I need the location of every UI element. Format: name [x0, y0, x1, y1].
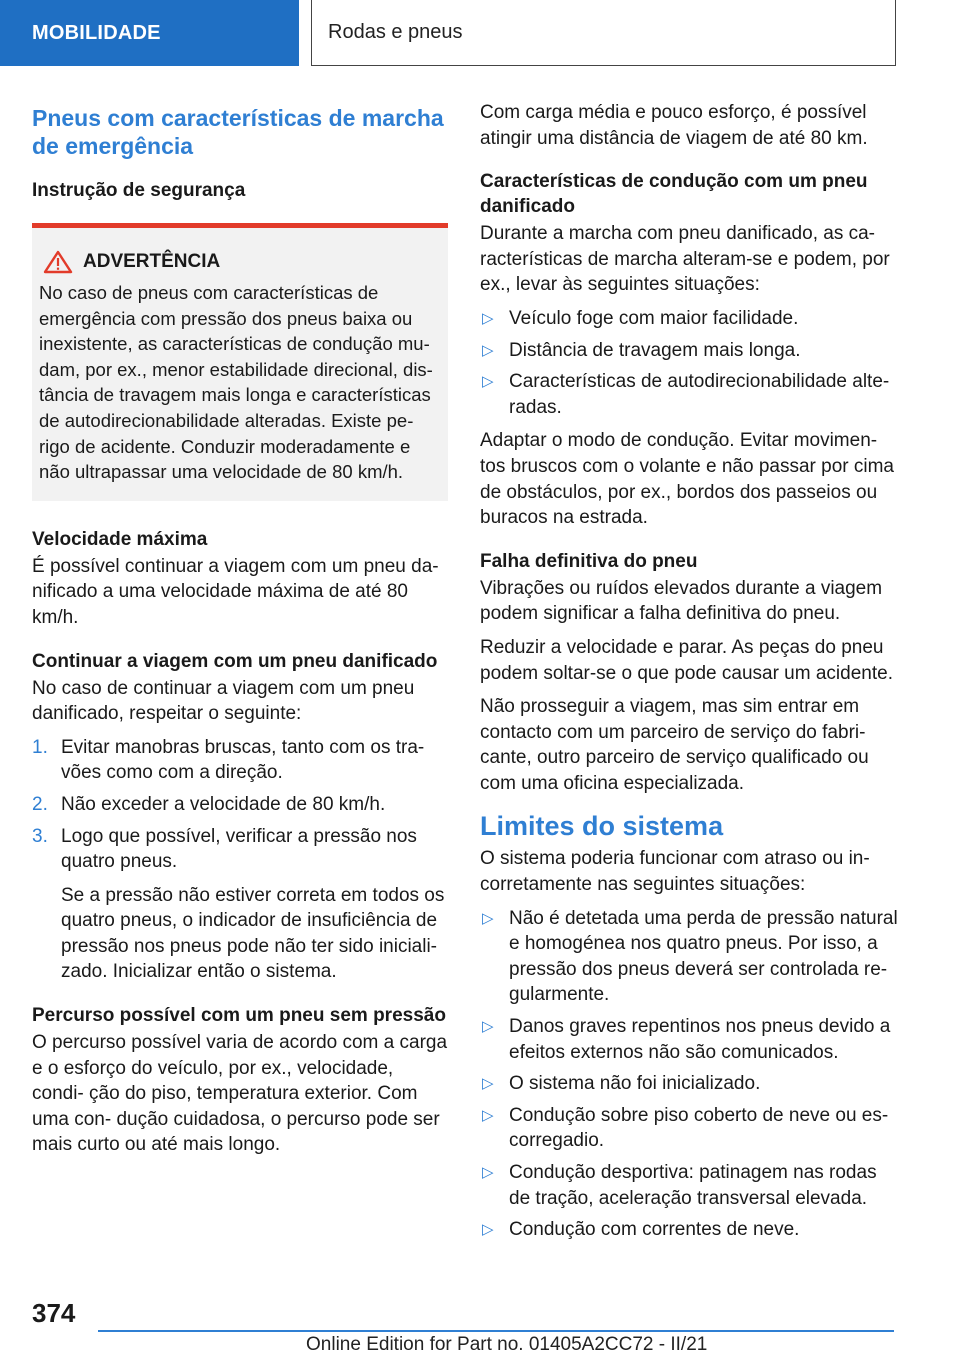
limits-heading: Limites do sistema	[480, 811, 724, 842]
list-item	[480, 906, 900, 1008]
steps-list	[32, 735, 448, 875]
warning-title: ADVERTÊNCIA	[83, 251, 221, 272]
list-item	[480, 369, 900, 420]
triangle-right-icon: ▷	[482, 341, 494, 359]
list-item	[480, 1014, 900, 1065]
list-item	[32, 824, 448, 875]
triangle-right-icon: ▷	[482, 1221, 494, 1239]
continue-heading: Continuar a viagem com um pneu danificado	[32, 650, 438, 672]
right-column	[480, 100, 900, 1251]
damaged-heading: Características de condução com um pneu danificado	[480, 171, 868, 218]
adapt-text: Adaptar o modo de condução. Evitar movimen- tos bruscos com o volante e não passar por cima de obstáculos, por ex., bordos dos passeios ou buracos na estrada.	[480, 430, 894, 529]
list-item	[32, 792, 448, 818]
footer-edition: Online Edition for Part no. 01405A2CC72 - II/21	[306, 1334, 708, 1355]
list-item-text: Condução com correntes de neve.	[509, 1219, 800, 1241]
warning-box	[32, 223, 448, 501]
list-item	[480, 306, 900, 332]
list-item-text: Não é detetada uma perda de pressão natural e homogénea nos quatro pneus. Por isso, a pressão dos pneus deverá ser controlada re- gularmente.	[509, 907, 898, 1006]
list-item-text: Condução sobre piso coberto de neve ou es- corregadio.	[509, 1104, 889, 1152]
step-text: Logo que possível, verificar a pressão nos quatro pneus.	[61, 825, 417, 873]
failure-text-1: Vibrações ou ruídos elevados durante a viagem podem significar a falha definitiva do pneu.	[480, 577, 883, 625]
triangle-right-icon: ▷	[482, 909, 494, 927]
triangle-right-icon: ▷	[482, 1106, 494, 1124]
list-item-text: Danos graves repentinos nos pneus devido a efeitos externos não são comunicados.	[509, 1016, 891, 1063]
list-item	[480, 1160, 900, 1211]
warning-header	[39, 250, 438, 274]
list-item	[480, 1217, 900, 1243]
limits-text: O sistema poderia funcionar com atraso ou in- corretamente nas seguintes situações:	[480, 848, 870, 896]
list-item-text: Condução desportiva: patinagem nas rodas de tração, aceleração transversal elevada.	[509, 1162, 877, 1209]
failure-text-3: Não prosseguir a viagem, mas sim entrar em contacto com um parceiro de serviço do fabri- cante, outro parceiro de serviço qualificado ou com uma oficina especializada.	[480, 696, 869, 794]
warning-text: No caso de pneus com características de emergência com pressão dos pneus baixa ou inexistente, as características de condução mu- dam, por ex., menor estabilidade direcional, dis- tância de travagem mais longa e características de autodirecionabilidade alteradas. Existe pe- rigo de acidente. Conduzir moderadamente e não ultrapassar uma velocidade de 80 km/h.	[39, 282, 433, 483]
list-item-text: Características de autodirecionabilidade alte- radas.	[509, 371, 890, 418]
damaged-text: Durante a marcha com pneu danificado, as ca- racterísticas de marcha alteram-se e podem, por ex., levar às seguintes situações:	[480, 223, 890, 296]
header-chapter-title: Rodas e pneus	[311, 0, 896, 66]
triangle-right-icon: ▷	[482, 1018, 494, 1036]
speed-text: É possível continuar a viagem com um pneu da- nificado a uma velocidade máxima de até 80 km/h.	[32, 555, 439, 628]
left-column	[32, 100, 448, 1166]
failure-heading: Falha definitiva do pneu	[480, 550, 698, 572]
step3-note: Se a pressão não estiver correta em todos os quatro pneus, o indicador de insuficiência de pressão nos pneus pode não ter sido iniciali- zado. Inicializar então o sistema.	[61, 884, 445, 983]
limits-list	[480, 906, 900, 1243]
speed-heading: Velocidade máxima	[32, 528, 208, 550]
triangle-right-icon: ▷	[482, 1075, 494, 1093]
list-item-text: Distância de travagem mais longa.	[509, 339, 801, 361]
failure-text-2: Reduzir a velocidade e parar. As peças do pneu podem soltar-se o que pode causar um acidente.	[480, 636, 893, 684]
safety-heading: Instrução de segurança	[32, 180, 246, 201]
list-item	[480, 1071, 900, 1097]
page-number: 374	[32, 1298, 76, 1328]
range-text: O percurso possível varia de acordo com a carga e o esforço do veículo, por ex., velocidade, condi- ção do piso, temperatura exterior. Com uma con- dução cuidadosa, o percurso pode ser mais curto ou até mais longo.	[32, 1032, 448, 1156]
step-number: 2.	[32, 793, 48, 815]
list-item-text: O sistema não foi inicializado.	[509, 1073, 761, 1095]
list-item	[32, 735, 448, 786]
list-item	[480, 338, 900, 364]
triangle-right-icon: ▷	[482, 373, 494, 391]
warning-triangle-icon	[43, 250, 73, 274]
step-text: Evitar manobras bruscas, tanto com os tra- vões como com a direção.	[61, 736, 425, 784]
range-text-continued: Com carga média e pouco esforço, é possível atingir uma distância de viagem de até 80 km.	[480, 102, 868, 149]
range-heading: Percurso possível com um pneu sem pressão	[32, 1005, 446, 1027]
step-number: 1.	[32, 736, 48, 758]
section-title: Pneus com características de marcha de emergência	[32, 105, 444, 159]
list-item	[480, 1103, 900, 1154]
step-text: Não exceder a velocidade de 80 km/h.	[61, 793, 386, 815]
header-section-tab: MOBILIDADE	[0, 0, 299, 66]
triangle-right-icon: ▷	[482, 309, 494, 327]
footer-divider	[98, 1330, 894, 1332]
step-number: 3.	[32, 825, 48, 847]
damaged-list	[480, 306, 900, 420]
continue-text: No caso de continuar a viagem com um pneu danificado, respeitar o seguinte:	[32, 677, 415, 725]
list-item-text: Veículo foge com maior facilidade.	[509, 307, 799, 329]
triangle-right-icon: ▷	[482, 1164, 494, 1181]
